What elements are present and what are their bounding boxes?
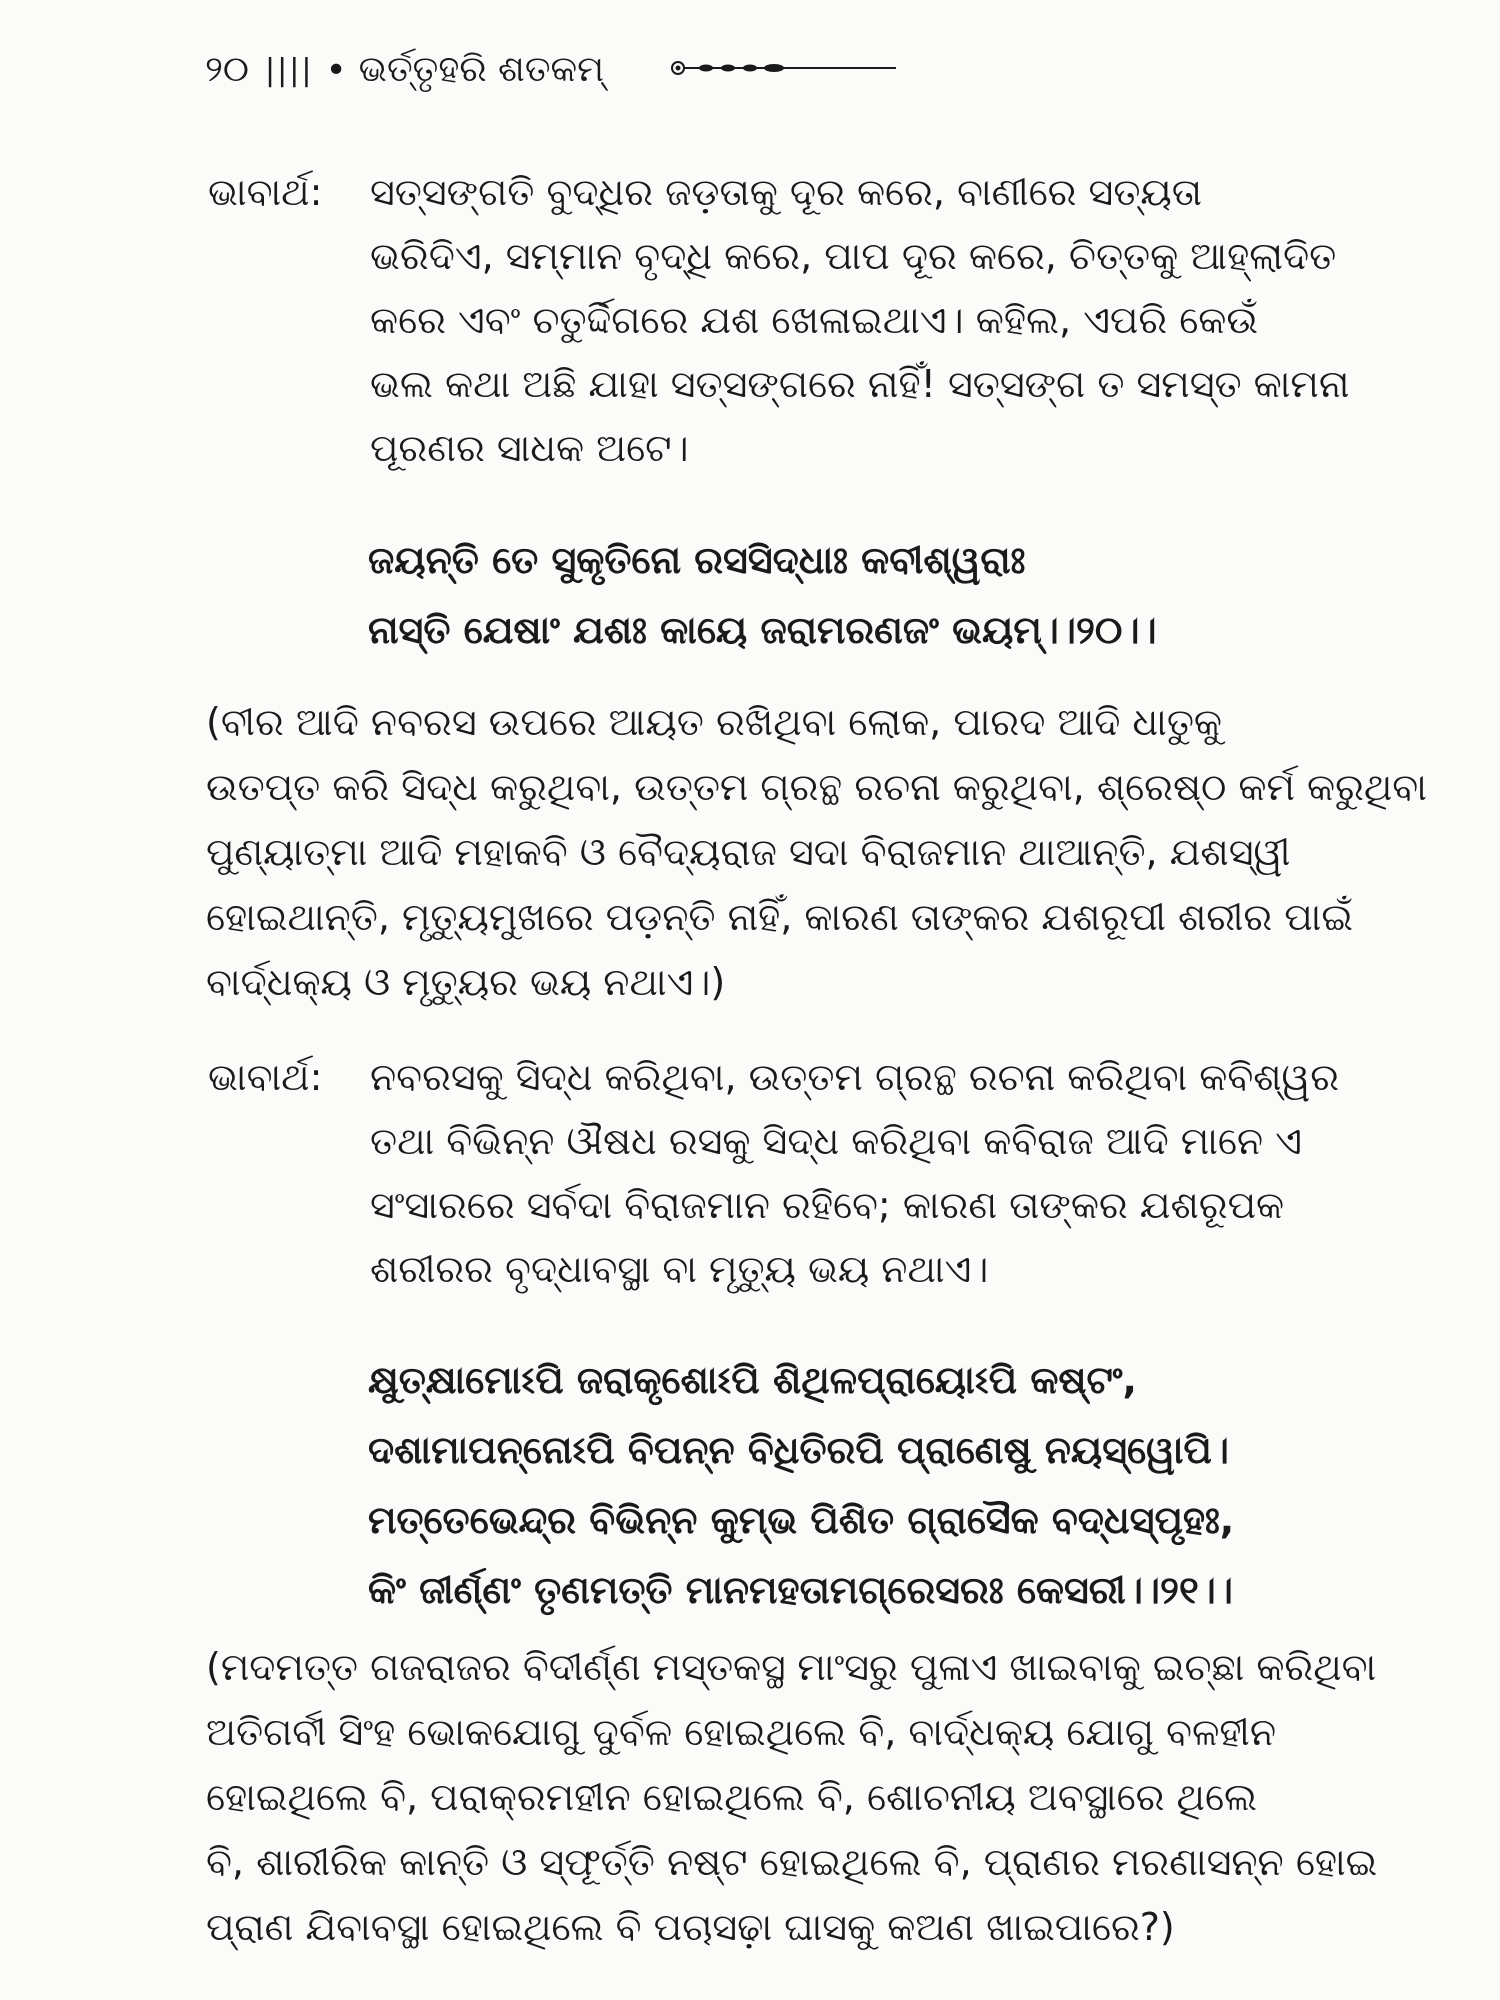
book-title: ଭର୍ତ୍ତୃହରି ଶତକମ୍ <box>358 49 605 90</box>
translation-21-line: ବି, ଶାରୀରିକ କାନ୍ତି ଓ ସ୍ଫୂର୍ତ୍ତି ନଷ୍ଟ ହୋଇଥିଲେ ବି, ପ୍ରାଣର ମରଣାସନ୍ନ ହୋଇ <box>206 1840 1378 1884</box>
bhavartha-2-line: ନବରସକୁ ସିଦ୍ଧ କରିଥିବା, ଉତ୍ତମ ଗ୍ରନ୍ଥ ରଚନା କରିଥିବା କବିଶ୍ୱର <box>370 1055 1340 1099</box>
header-ornament <box>670 60 900 76</box>
page-number: ୨୦ <box>205 49 249 90</box>
bhavartha-2-line: ତଥା ବିଭିନ୍ନ ଔଷଧ ରସକୁ ସିଦ୍ଧ କରିଥିବା କବିରାଜ ଆଦି ମାନେ ଏ <box>370 1119 1302 1163</box>
verse-20-line: ଜୟନ୍ତି ତେ ସୁକୃତିନୋ ରସସିଦ୍ଧାଃ କବୀଶ୍ୱରାଃ <box>368 538 1026 582</box>
bhavartha-2-line: ସଂସାରରେ ସର୍ବଦା ବିରାଜମାନ ରହିବେ; କାରଣ ତାଙ୍କର ଯଶରୂପକ <box>370 1183 1285 1227</box>
translation-20-line: ବାର୍ଦ୍ଧକ୍ୟ ଓ ମୃତ୍ୟୁର ଭୟ ନଥାଏ।) <box>206 960 726 1004</box>
bhavartha-1-line: ଭରିଦିଏ, ସମ୍ମାନ ବୃଦ୍ଧି କରେ, ପାପ ଦୂର କରେ, ଚିତ୍ତକୁ ଆହ୍ଲାଦିତ <box>370 234 1337 278</box>
bhavartha-1-line: କରେ ଏବଂ ଚତୁର୍ଦ୍ଦିଗରେ ଯଶ ଖେଳାଇଥାଏ। କହିଲ, ଏପରି କେଉଁ <box>370 298 1258 342</box>
translation-21 <box>206 1635 1377 1960</box>
bhavartha-1 <box>370 160 1349 480</box>
translation-21-line: ଅତିଗର୍ବୀ ସିଂହ ଭୋକଯୋଗୁ ଦୁର୍ବଳ ହୋଇଥିଲେ ବି, ବାର୍ଦ୍ଧକ୍ୟ ଯୋଗୁ ବଳହୀନ <box>206 1710 1277 1754</box>
sanskrit-verse-21 <box>368 1345 1234 1625</box>
verse-21-line: ଦଶାମାପନ୍ନୋଽପି ବିପନ୍ନ ବିଧିତିରପି ପ୍ରାଣେଷୁ ନୟସ୍ୱୋପି। <box>368 1428 1229 1472</box>
translation-21-line: ହୋଇଥିଲେ ବି, ପରାକ୍ରମହୀନ ହୋଇଥିଲେ ବି, ଶୋଚନୀୟ ଅବସ୍ଥାରେ ଥିଲେ <box>206 1775 1258 1819</box>
header-bars: |||| <box>265 52 314 88</box>
translation-20-line: ପୁଣ୍ୟାତ୍ମା ଆଦି ମହାକବି ଓ ବୈଦ୍ୟରାଜ ସଦା ବିରାଜମାନ ଥାଆନ୍ତି, ଯଶସ୍ୱୀ <box>206 830 1291 874</box>
bhavartha-2-line: ଶରୀରର ବୃଦ୍ଧାବସ୍ଥା ବା ମୃତ୍ୟୁ ଭୟ ନଥାଏ। <box>370 1247 989 1291</box>
verse-21-line: କ୍ଷୁତ୍‌କ୍ଷାମୋଽପି ଜରାକୃଶୋଽପି ଶିଥିଳପ୍ରାୟୋଽପି କଷ୍ଟଂ, <box>368 1358 1137 1402</box>
verse-20-line: ନାସ୍ତି ଯେଷାଂ ଯଶଃ କାୟେ ଜରାମରଣଜଂ ଭୟମ୍।।୨୦।। <box>368 608 1157 652</box>
translation-20-line: ଉତପ୍ତ କରି ସିଦ୍ଧ କରୁଥିବା, ଉତ୍ତମ ଗ୍ରନ୍ଥ ରଚନା କରୁଥିବା, ଶ୍ରେଷ୍ଠ କର୍ମ କରୁଥିବା <box>206 765 1427 809</box>
translation-21-line: (ମଦମତ୍ତ ଗଜରାଜର ବିଦୀର୍ଣ୍ଣ ମସ୍ତକସ୍ଥ ମାଂସରୁ ପୁଳାଏ ଖାଇବାକୁ ଇଚ୍ଛା କରିଥିବା <box>206 1645 1377 1689</box>
verse-21-line: ମତ୍ତେଭେନ୍ଦ୍ର ବିଭିନ୍ନ କୁମ୍ଭ ପିଶିତ ଗ୍ରାସୈକ ବଦ୍ଧସ୍ପୃହଃ, <box>368 1498 1235 1542</box>
verse-21-line: କିଂ ଜୀର୍ଣ୍ଣଂ ତୃଣମତ୍ତି ମାନମହତାମଗ୍ରେସରଃ କେସରୀ।।୨୧।। <box>368 1568 1233 1612</box>
header-bullet: • <box>325 49 347 91</box>
translation-20 <box>206 690 1427 1015</box>
translation-20-line: ହୋଇଥାନ୍ତି, ମୃତ୍ୟୁମୁଖରେ ପଡ଼ନ୍ତି ନାହିଁ, କାରଣ ତାଙ୍କର ଯଶରୂପୀ ଶରୀର ପାଇଁ <box>206 895 1353 939</box>
page-header <box>205 40 604 100</box>
bhavartha-1-line: ଭଲ କଥା ଅଛି ଯାହା ସତ୍‌ସଙ୍ଗରେ ନାହିଁ! ସତ୍‌ସଙ୍ଗ ତ ସମସ୍ତ କାମନା <box>370 362 1350 406</box>
bhavartha-1-line: ପୂରଣର ସାଧକ ଅଟେ। <box>370 426 689 470</box>
translation-20-line: (ବୀର ଆଦି ନବରସ ଉପରେ ଆୟତ ରଖିଥିବା ଲୋକ, ପାରଦ ଆଦି ଧାତୁକୁ <box>206 700 1223 744</box>
bhavartha-label-2: ଭାବାର୍ଥ: <box>208 1055 323 1099</box>
bhavartha-1-line: ସତ୍‌ସଙ୍ଗତି ବୁଦ୍ଧିର ଜଡ଼ତାକୁ ଦୂର କରେ, ବାଣୀରେ ସତ୍ୟତା <box>370 170 1202 214</box>
bhavartha-2 <box>370 1045 1339 1301</box>
translation-21-line: ପ୍ରାଣ ଯିବାବସ୍ଥା ହୋଇଥିଲେ ବି ପଚାସଢ଼ା ଘାସକୁ କଅଣ ଖାଇପାରେ?) <box>206 1905 1175 1949</box>
bhavartha-label-1: ଭାବାର୍ଥ: <box>208 170 323 214</box>
sanskrit-verse-20 <box>368 525 1157 665</box>
